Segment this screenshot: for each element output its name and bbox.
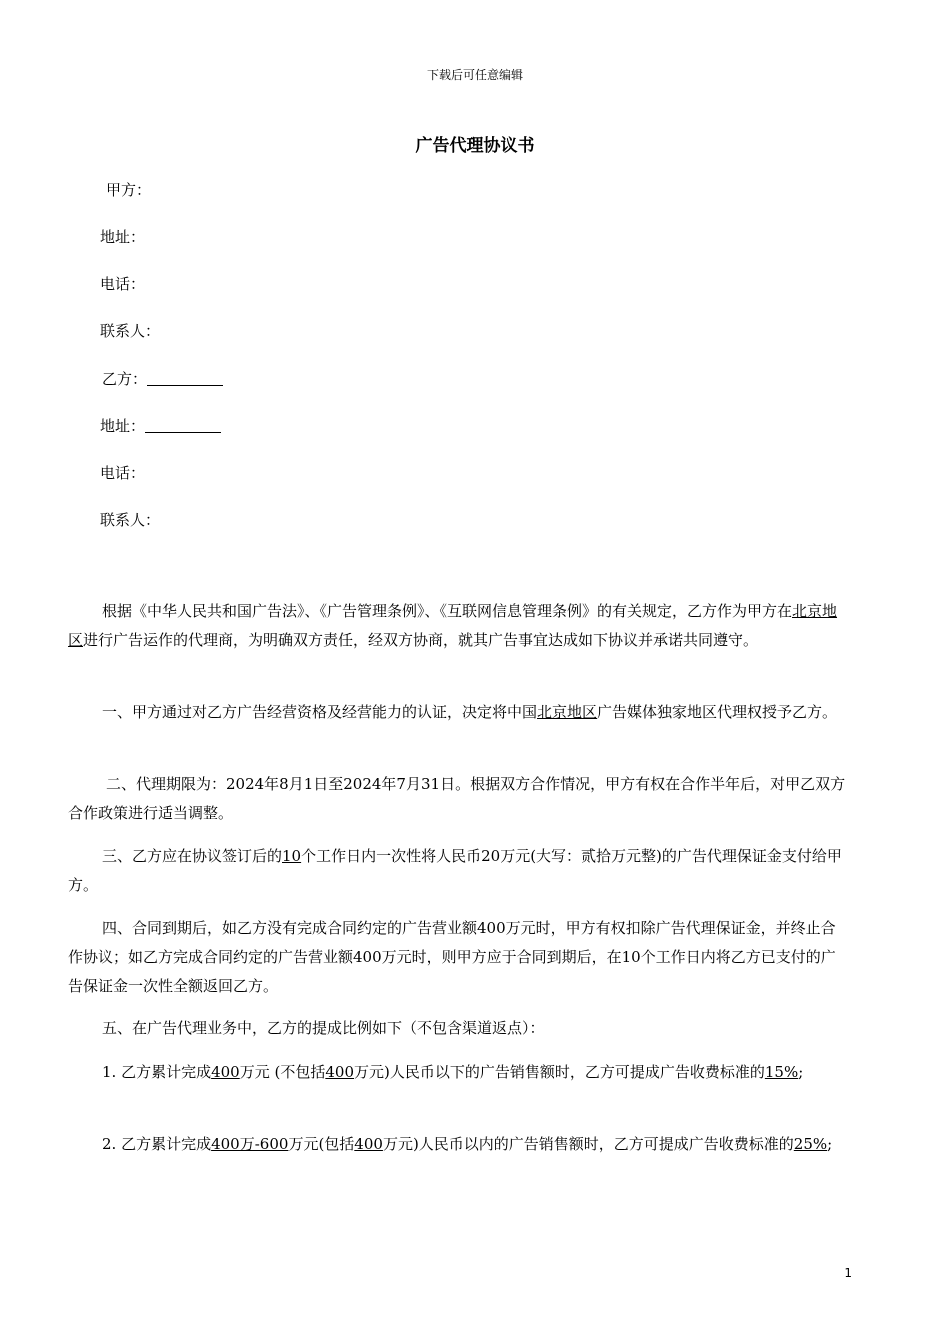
party-a-address-label: 地址： (100, 228, 146, 246)
party-b-label: 乙方： (102, 370, 148, 388)
clause-4: 四、合同到期后，如乙方没有完成合同约定的广告营业额400万元时，甲方有权扣除广告代理保证金，并终止合作协议；如乙方完成合同约定的广告营业额400万元时，则甲方应于合同到期后，在10个工作日内将乙方已支付的广告保证金一次性全额返回乙方。 (68, 919, 836, 995)
intro-region: 北京地区 (68, 602, 838, 649)
party-b-address-field (100, 415, 221, 436)
clause-1 (68, 698, 848, 727)
party-a-label: 甲方： (106, 181, 152, 199)
item-1-amount-2: 400 (325, 1063, 354, 1081)
item-2-text-4: ; (827, 1135, 833, 1153)
party-b-field (102, 368, 223, 389)
clause-2: 二、代理期限为：2024年8月1日至2024年7月31日。根据双方合作情况，甲方有权在合作半年后，对甲乙双方合作政策进行适当调整。 (68, 775, 846, 822)
item-2-text-3: 万元)人民币以内的广告销售额时，乙方可提成广告收费标准的 (382, 1135, 794, 1153)
clause-3-text-1: 三、乙方应在协议签订后的 (102, 847, 283, 865)
clause-3 (68, 842, 848, 900)
party-b-phone-label: 电话： (100, 464, 146, 482)
item-1-text-1: 1. 乙方累计完成 (102, 1063, 212, 1081)
clause-5: 五、在广告代理业务中，乙方的提成比例如下（不包含渠道返点）： (102, 1019, 545, 1037)
page-header: 下载后可任意编辑 (426, 68, 523, 82)
party-b-address-blank-line (145, 418, 221, 433)
item-1-text-2: 万元 (不包括 (239, 1063, 326, 1081)
page-number: 1 (844, 1266, 852, 1280)
clause-3-text-2: 个工作日内一次性将人民币20万元(大写：贰拾万元整)的广告代理保证金支付给甲方。 (68, 847, 842, 894)
item-1-text-3: 万元)人民币以下的广告销售额时，乙方可提成广告收费标准的 (354, 1063, 765, 1081)
item-2-rate: 25% (793, 1135, 828, 1153)
party-b-blank-line (147, 371, 223, 386)
clause-3-days: 10 (282, 847, 302, 865)
item-2-amount-2: 400 (354, 1135, 383, 1153)
party-a-contact-label: 联系人： (100, 322, 161, 340)
intro-text-2: 进行广告运作的代理商，为明确双方责任，经双方协商，就其广告事宜达成如下协议并承诺共同遵守。 (83, 631, 759, 649)
clause-1-text-2: 广告媒体独家地区代理权授予乙方。 (597, 703, 838, 721)
item-1-amount-1: 400 (211, 1063, 240, 1081)
item-1-rate: 15% (764, 1063, 799, 1081)
party-a-phone-label: 电话： (100, 275, 146, 293)
clause-1-region: 北京地区 (537, 703, 598, 721)
party-b-contact-label: 联系人： (100, 511, 161, 529)
party-b-address-label: 地址： (100, 417, 146, 435)
document-title: 广告代理协议书 (415, 136, 535, 156)
item-2-text-2: 万元(包括 (288, 1135, 355, 1153)
intro-text-1: 根据《中华人民共和国广告法》、《广告管理条例》、《互联网信息管理条例》的有关规定，乙方作为甲方在 (102, 602, 793, 620)
item-2-amount-1: 400万-600 (211, 1135, 289, 1153)
item-1-text-4: ; (798, 1063, 804, 1081)
commission-item-2 (68, 1130, 848, 1159)
item-2-text-1: 2. 乙方累计完成 (102, 1135, 212, 1153)
intro-paragraph (68, 597, 848, 655)
commission-item-1 (68, 1058, 848, 1087)
clause-1-text-1: 一、甲方通过对乙方广告经营资格及经营能力的认证，决定将中国 (102, 703, 538, 721)
